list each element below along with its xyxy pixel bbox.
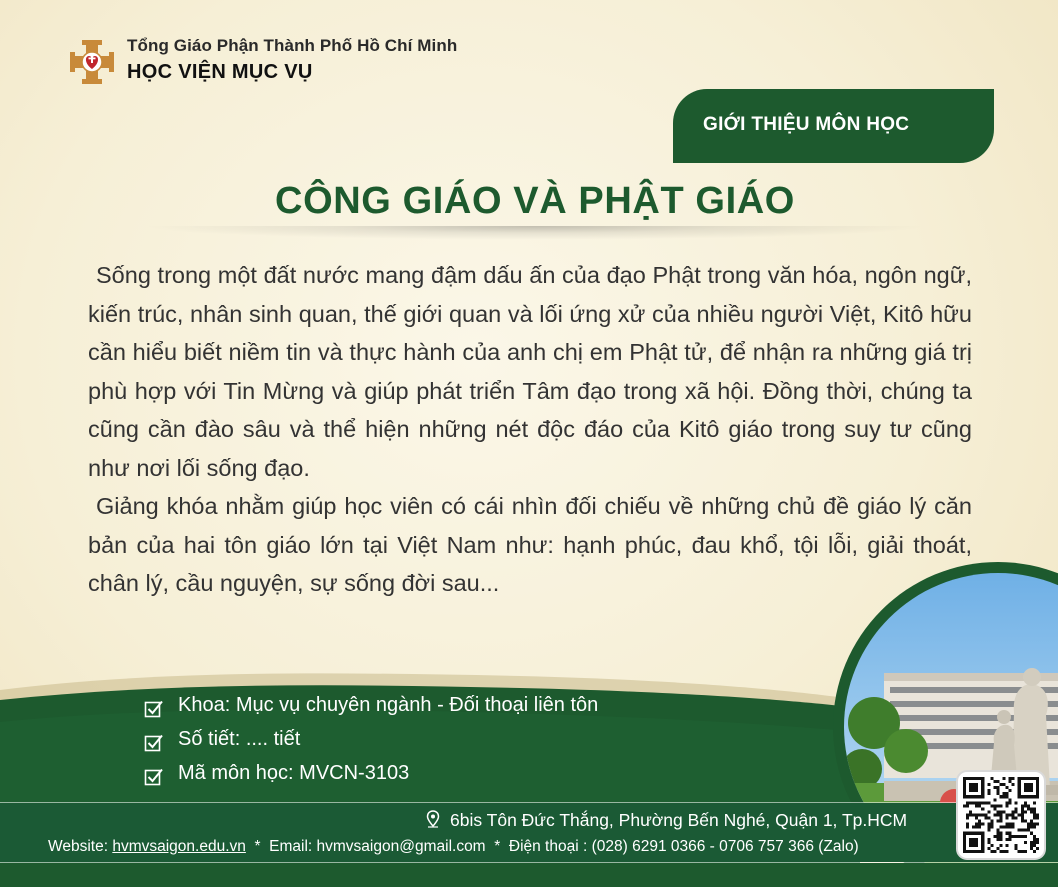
- separator: *: [245, 838, 270, 855]
- detail-item-periods: [144, 724, 744, 758]
- institute-name: HỌC VIỆN MỤC VỤ: [127, 61, 313, 83]
- detail-item-department: [144, 690, 744, 724]
- contact-line: [48, 838, 859, 856]
- email-text[interactable]: Email: hvmvsaigon@gmail.com: [269, 838, 486, 855]
- description-paragraph-2: Giảng khóa nhằm giúp học viên có cái nhìn đối chiếu về những chủ đề giáo lý căn bản của hai tôn giáo lớn tại Việt Nam như: hạnh phúc, đau khổ, tội lỗi, giải thoát, chân lý, cầu nguyện, sự sống đời sau...: [88, 493, 972, 596]
- detail-department-text: Khoa: Mục vụ chuyên ngành - Đối thoại liên tôn: [178, 694, 599, 716]
- detail-item-course-code: [144, 758, 744, 792]
- checkbox-checked-icon: [144, 733, 164, 753]
- separator: *: [485, 838, 509, 855]
- checkbox-checked-icon: [144, 699, 164, 719]
- map-pin-icon: [426, 810, 440, 828]
- description-paragraph-1: Sống trong một đất nước mang đậm dấu ấn của đạo Phật trong văn hóa, ngôn ngữ, kiến trúc, nhân sinh quan, thế giới quan và lối ứng xử của nhiều người Việt, Kitô hữu cần hiểu biết niềm tin và thực hành của anh chị em Phật tử, để nhận ra những giá trị phù hợp với Tin Mừng và giúp phát triển Tâm đạo trong xã hội. Đồng thời, chúng ta cũng cần đào sâu và thể hiện những nét độc đáo của Kitô giáo trong suy tư cũng như nơi lối sống đạo.: [88, 262, 972, 481]
- diocese-name: Tổng Giáo Phận Thành Phố Hồ Chí Minh: [127, 36, 458, 55]
- intro-label: GIỚI THIỆU MÔN HỌC: [703, 114, 910, 135]
- checkbox-checked-icon: [144, 767, 164, 787]
- footer-bottom-strip: [0, 863, 1058, 887]
- detail-periods-text: Số tiết: .... tiết: [178, 728, 301, 750]
- qr-code-frame[interactable]: [958, 772, 1044, 858]
- course-title: CÔNG GIÁO VÀ PHẬT GIÁO: [275, 180, 795, 222]
- qr-code-icon: [963, 777, 1039, 853]
- detail-course-code-text: Mã môn học: MVCN-3103: [178, 762, 410, 784]
- website-label: Website:: [48, 838, 113, 855]
- website-link[interactable]: hvmvsaigon.edu.vn: [112, 838, 246, 855]
- address-text: 6bis Tôn Đức Thắng, Phường Bến Nghé, Quận 1, Tp.HCM: [450, 810, 908, 830]
- phone-text: Điện thoại : (028) 6291 0366 - 0706 757 366 (Zalo): [508, 838, 859, 855]
